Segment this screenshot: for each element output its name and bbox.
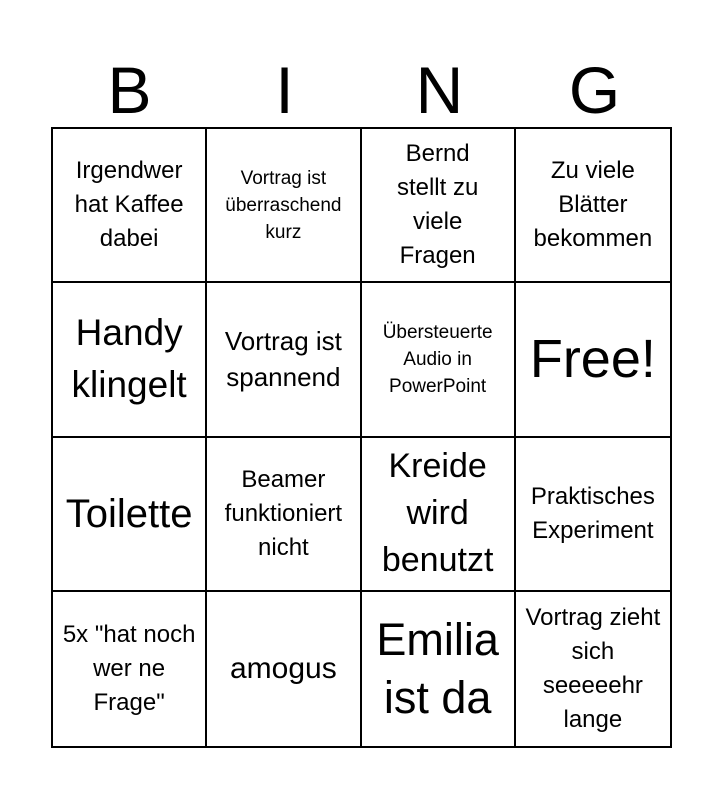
bingo-cell-1[interactable]: [53, 129, 207, 283]
bingo-cell-9[interactable]: [53, 438, 207, 592]
bingo-cell-text: Vortrag ist überraschend kurz: [225, 167, 342, 243]
bingo-cell-free[interactable]: [516, 283, 670, 437]
bingo-cell-text: Vortrag zieht sich seeeeehr lange: [525, 603, 661, 733]
bingo-cell-13[interactable]: [53, 592, 207, 746]
bingo-cell-text: Kreide wird benutzt: [381, 447, 494, 580]
bingo-cell-15[interactable]: [362, 592, 516, 746]
bingo-cell-text: Vortrag ist spannend: [224, 326, 342, 393]
bingo-cell-text: 5x "hat noch wer ne Frage": [62, 620, 196, 716]
bingo-cell-7[interactable]: [362, 283, 516, 437]
bingo-grid: [51, 127, 672, 748]
bingo-cell-text: Handy klingelt: [71, 312, 187, 406]
bingo-cell-text: Übersteuerte Audio in PowerPoint: [382, 321, 493, 397]
bingo-cell-text: Emilia ist da: [376, 613, 499, 723]
bingo-cell-4[interactable]: [516, 129, 670, 283]
bingo-cell-text: Toilette: [65, 491, 193, 536]
bingo-cell-text: Praktisches Experiment: [530, 482, 655, 544]
header-letter-b: B: [107, 53, 152, 127]
bingo-cell-12[interactable]: [516, 438, 670, 592]
bingo-cell-text: Free!: [529, 329, 656, 390]
header-letter-n: N: [415, 53, 464, 127]
bingo-cell-text: amogus: [230, 652, 337, 686]
bingo-cell-14[interactable]: [207, 592, 361, 746]
bingo-cell-16[interactable]: [516, 592, 670, 746]
bingo-cell-3[interactable]: [362, 129, 516, 283]
header-letter-i: I: [275, 53, 294, 127]
bingo-cell-10[interactable]: [207, 438, 361, 592]
bingo-cell-5[interactable]: [53, 283, 207, 437]
bingo-cell-11[interactable]: [362, 438, 516, 592]
bingo-cell-2[interactable]: [207, 129, 361, 283]
header-letter-g: G: [568, 53, 621, 127]
bingo-cell-text: Bernd stellt zu viele Fragen: [396, 140, 479, 270]
bingo-header: [52, 52, 672, 128]
bingo-cell-text: Zu viele Blätter bekommen: [533, 157, 653, 253]
bingo-cell-6[interactable]: [207, 283, 361, 437]
bingo-cell-text: Irgendwer hat Kaffee dabei: [74, 157, 184, 253]
bingo-cell-text: Beamer funktioniert nicht: [224, 465, 343, 561]
